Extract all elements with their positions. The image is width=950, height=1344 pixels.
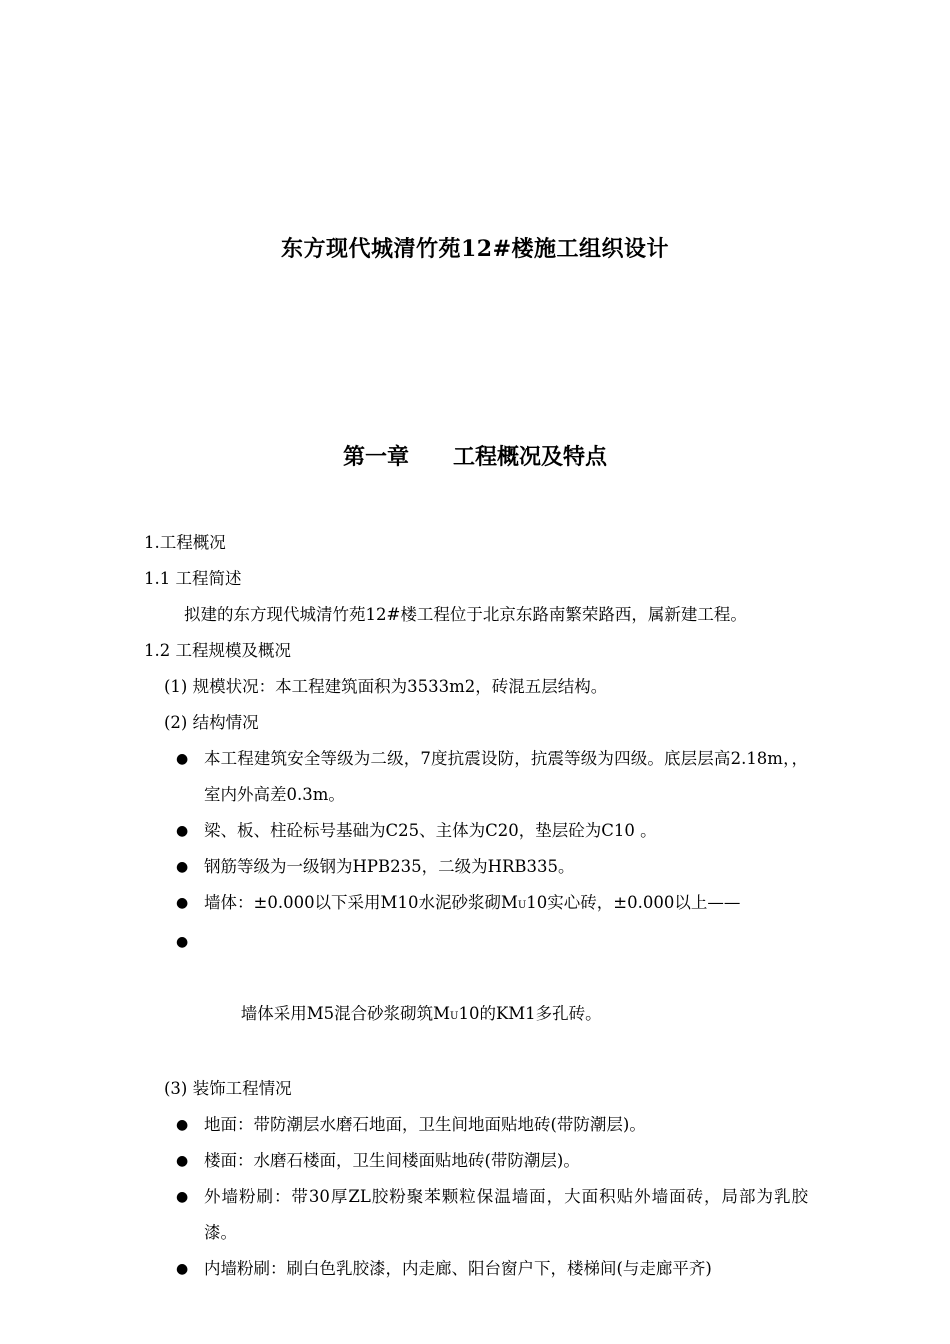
structure-bullet	[144, 849, 808, 885]
bullet-text-after: 10实心砖，±0.000以上——	[526, 893, 741, 912]
bullet-text: 钢筋等级为一级钢为HPB235，二级为HRB335。	[204, 857, 575, 876]
section-heading-1: 1.工程概况	[144, 533, 226, 552]
scale-item: (1) 规模状况：本工程建筑面积为3533m2，砖混五层结构。	[164, 677, 608, 696]
decoration-bullet	[144, 1107, 808, 1143]
bullet-text: 外墙粉刷：带30厚ZL胶粉聚苯颗粒保温墙面，大面积贴外墙面砖，局部为乳胶漆。	[204, 1187, 808, 1242]
structure-bullet	[144, 741, 808, 813]
bullet-text-before: 墙体采用M5混合砂浆砌筑M	[235, 1004, 451, 1023]
bullet-text-after: 10的KM1多孔砖。	[458, 1004, 602, 1023]
decoration-bullet	[144, 1143, 808, 1179]
bullet-text: 楼面：水磨石楼面，卫生间楼面贴地砖(带防潮层)。	[204, 1151, 580, 1170]
decoration-item: (3) 装饰工程情况	[164, 1079, 292, 1098]
bullet-icon: ●	[176, 895, 189, 911]
bullet-icon: ●	[176, 1153, 189, 1169]
bullet-icon: ●	[176, 823, 189, 839]
document-body	[144, 525, 808, 1287]
bullet-text: 梁、板、柱砼标号基础为C25、主体为C20，垫层砼为C10 。	[204, 821, 657, 840]
wall-bullet	[144, 885, 808, 924]
section-heading-1-1: 1.1 工程简述	[144, 569, 242, 588]
decoration-bullet	[144, 1179, 808, 1251]
document-title: 东方现代城清竹苑12#楼施工组织设计	[280, 236, 670, 262]
subscript-text: U	[450, 1011, 459, 1022]
bullet-text: 地面：带防潮层水磨石地面，卫生间地面贴地砖(带防潮层)。	[204, 1115, 646, 1134]
structure-item: (2) 结构情况	[164, 713, 259, 732]
bullet-icon: ●	[176, 1261, 189, 1277]
bullet-icon: ●	[176, 1189, 189, 1205]
bullet-icon: ●	[176, 751, 189, 767]
bullet-text: 内墙粉刷：刷白色乳胶漆，内走廊、阳台窗户下，楼梯间(与走廊平齐)	[204, 1259, 712, 1278]
decoration-bullet	[144, 1251, 808, 1287]
project-description-paragraph: 拟建的东方现代城清竹苑12#楼工程位于北京东路南繁荣路西，属新建工程。	[184, 605, 747, 624]
bullet-text: 本工程建筑安全等级为二级，7度抗震设防，抗震等级为四级。底层层高2.18m，，室内外高差0.3m。	[204, 749, 808, 804]
bullet-text-before: 墙体：±0.000以下采用M10水泥砂浆砌M	[204, 893, 518, 912]
section-heading-1-2: 1.2 工程规模及概况	[144, 641, 291, 660]
chapter-title: 第一章 工程概况及特点	[342, 444, 607, 470]
bullet-icon: ●	[176, 1117, 189, 1133]
wall-bullet	[144, 924, 808, 1071]
structure-bullet	[144, 813, 808, 849]
bullet-icon: ●	[176, 934, 189, 950]
bullet-icon: ●	[176, 859, 189, 875]
subscript-text: U	[517, 900, 527, 911]
